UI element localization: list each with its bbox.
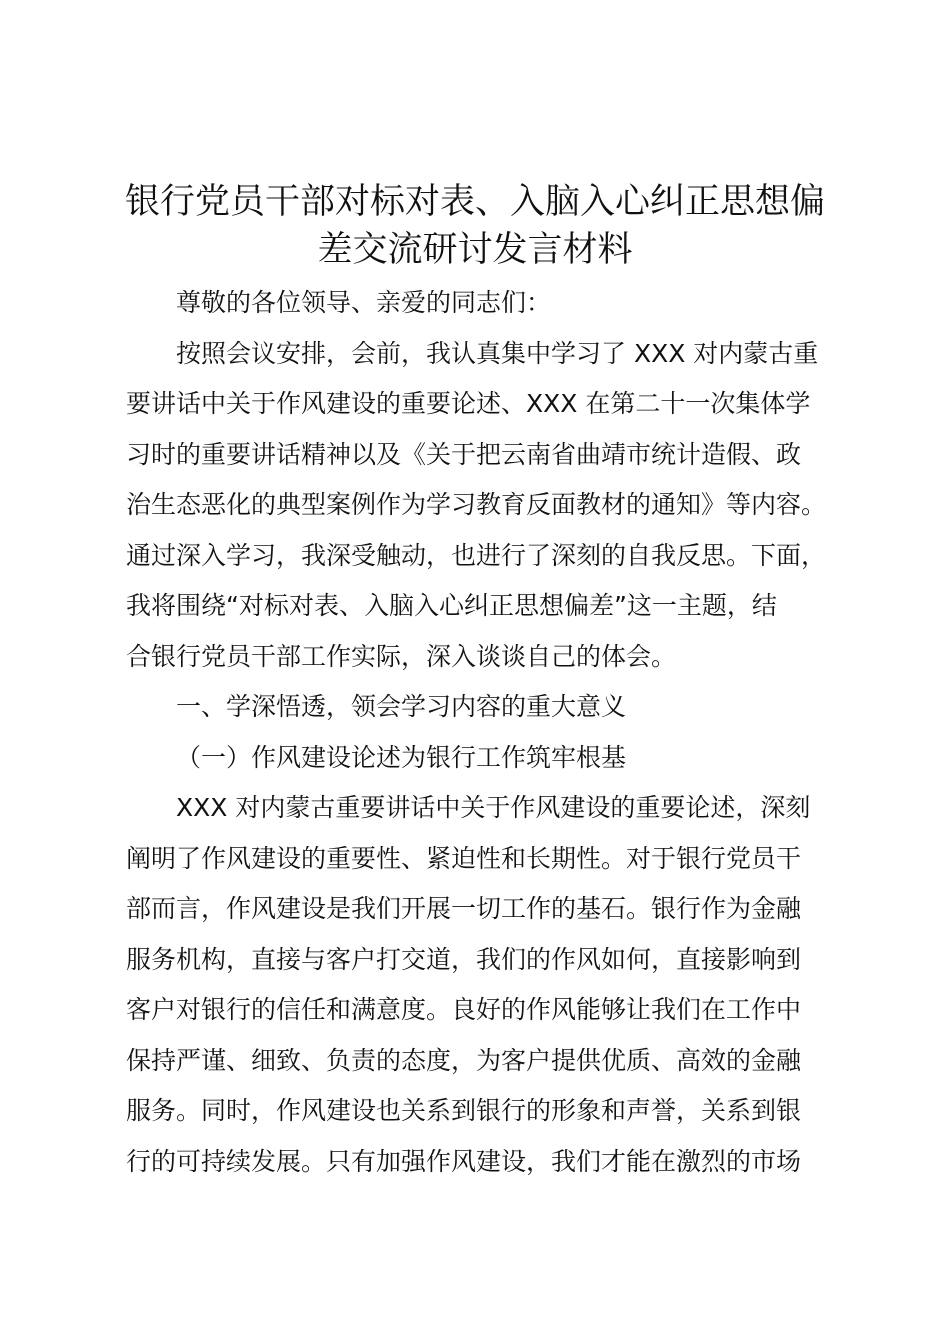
paragraph-line: 保持严谨、细致、负责的态度，为客户提供优质、高效的金融: [126, 1045, 802, 1075]
document-title: [110, 178, 840, 274]
paragraph-line: 治生态恶化的典型案例作为学习教育反面教材的通知》等内容。: [126, 490, 827, 519]
paragraph-line: XXX 对内蒙古重要讲话中关于作风建设的重要论述，深刻: [176, 793, 811, 822]
paragraph-line: 合银行党员干部工作实际，深入谈谈自己的体会。: [126, 641, 677, 671]
paragraph-line: 通过深入学习，我深受触动，也进行了深刻的自我反思。下面，: [126, 540, 827, 570]
paragraph-line: 阐明了作风建设的重要性、紧迫性和长期性。对于银行党员干: [126, 843, 802, 873]
subsection-heading-1: （一）作风建设论述为银行工作筑牢根基: [176, 742, 627, 772]
paragraph-line: 部而言，作风建设是我们开展一切工作的基石。银行作为金融: [126, 894, 802, 923]
paragraph-line: 习时的重要讲话精神以及《关于把云南省曲靖市统计造假、政: [126, 439, 802, 469]
title-line-2: 差交流研讨发言材料: [317, 230, 633, 270]
paragraph-line: 服务机构，直接与客户打交道，我们的作风如何，直接影响到: [126, 944, 802, 974]
section-heading-1: 一、学深悟透，领会学习内容的重大意义: [176, 692, 627, 721]
paragraph-line: 行的可持续发展。只有加强作风建设，我们才能在激烈的市场: [126, 1146, 802, 1176]
paragraph-line: 按照会议安排，会前，我认真集中学习了 XXX 对内蒙古重: [176, 338, 819, 368]
paragraph-line: 要讲话中关于作风建设的重要论述、XXX 在第二十一次集体学: [126, 389, 811, 418]
title-line-1: 银行党员干部对标对表、入脑入心纠正思想偏: [124, 182, 825, 222]
paragraph-2: [126, 783, 846, 1187]
document-body: [126, 278, 846, 1187]
paragraph-line: 服务。同时，作风建设也关系到银行的形象和声誉，关系到银: [126, 1096, 802, 1125]
paragraph-line: 客户对银行的信任和满意度。良好的作风能够让我们在工作中: [126, 995, 802, 1024]
greeting: 尊敬的各位领导、亲爱的同志们：: [176, 288, 552, 317]
paragraph-line: 我将围绕“对标对表、入脑入心纠正思想偏差”这一主题，结: [126, 591, 777, 620]
paragraph-1: [126, 329, 846, 683]
